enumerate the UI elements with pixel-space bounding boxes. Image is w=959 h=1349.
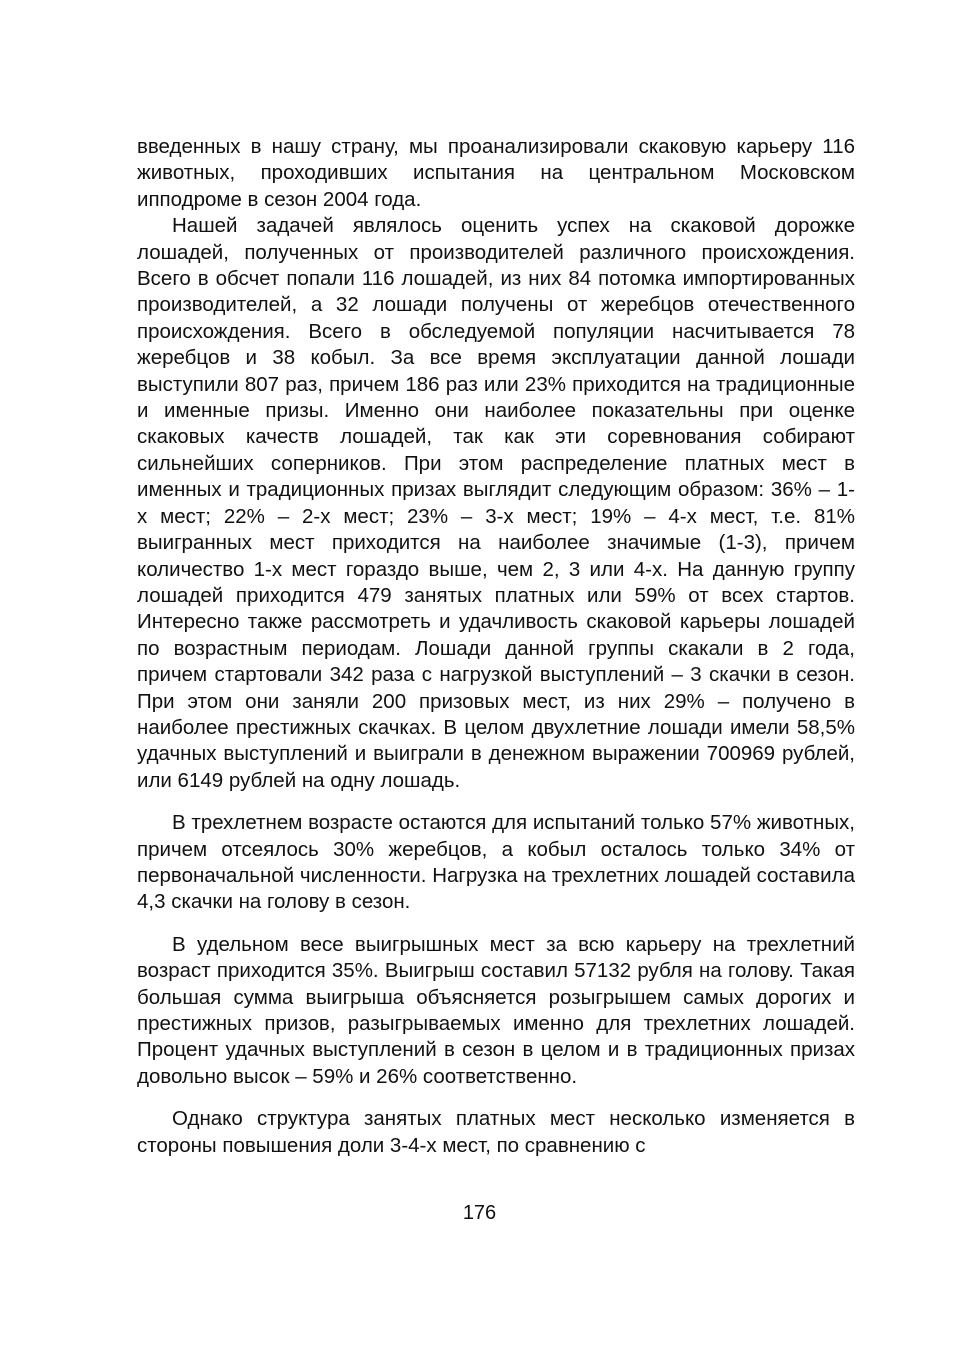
paragraph-4: В удельном весе выигрышных мест за всю карьеру на трехлетний возраст приходится 35%. Выигрыш составил 57132 рубля на голову. Такая большая сумма выигрыша объясняется розыгрышем самых дорогих и престижных призов, разыгрываемых именно для трехлетних лошадей. Процент удачных выступлений в сезон в целом и в традиционных призах довольно высок – 59% и 26% соответственно. [137,932,855,1088]
paragraph-2: Нашей задачей являлось оценить успех на скаковой дорожке лошадей, полученных от производителей различного происхождения. Всего в обсчет попали 116 лошадей, из них 84 потомка импортированных производителей, а 32 лошади получены от жеребцов отечественного происхождения. Всего в обследуемой популяции насчитывается 78 жеребцов и 38 кобыл. За все время эксплуатации данной лошади выступили 807 раз, причем 186 раз или 23% приходится на традиционные и именные призы. Именно они наиболее показательны при оценке скаковых качеств лошадей, так как эти соревнования собирают сильнейших соперников. При этом распределение платных мест в именных и традиционных призах выглядит следующим образом: 36% – 1-х мест; 22% – 2-х мест; 23% – 3-х мест; 19% – 4-х мест, т.е. 81% выигранных мест приходится на наиболее значимые (1-3), причем количество 1-х мест гораздо выше, чем 2, 3 или 4-х. На данную группу лошадей приходится 479 занятых платных или 59% от всех стартов. Интересно также рассмотреть и удачливость скаковой карьеры лошадей по возрастным периодам. Лошади данной группы скакали в 2 года, причем стартовали 342 раза с нагрузкой выступлений – 3 скачки в сезон. При этом они заняли 200 призовых мест, из них 29% – получено в наиболее престижных скачках. В целом двухлетние лошади имели 58,5% удачных выступлений и выиграли в денежном выражении 700969 рублей, или 6149 рублей на одну лошадь. [137,214,855,792]
paragraph-3: В трехлетнем возрасте остаются для испытаний только 57% животных, причем отсеялось 30% жеребцов, а кобыл осталось только 34% от первоначальной численности. Нагрузка на трехлетних лошадей составила 4,3 скачки на голову в сезон. [137,811,855,914]
paragraph-5: Однако структура занятых платных мест несколько изменяется в стороны повышения доли 3-4-х мест, по сравнению с [137,1107,855,1157]
body-text [137,134,855,1159]
page-number: 176 [462,1202,497,1224]
paragraph-1: введенных в нашу страну, мы проанализировали скаковую карьеру 116 животных, проходивших испытания на центральном Московском ипподроме в сезон 2004 года. [137,135,855,211]
